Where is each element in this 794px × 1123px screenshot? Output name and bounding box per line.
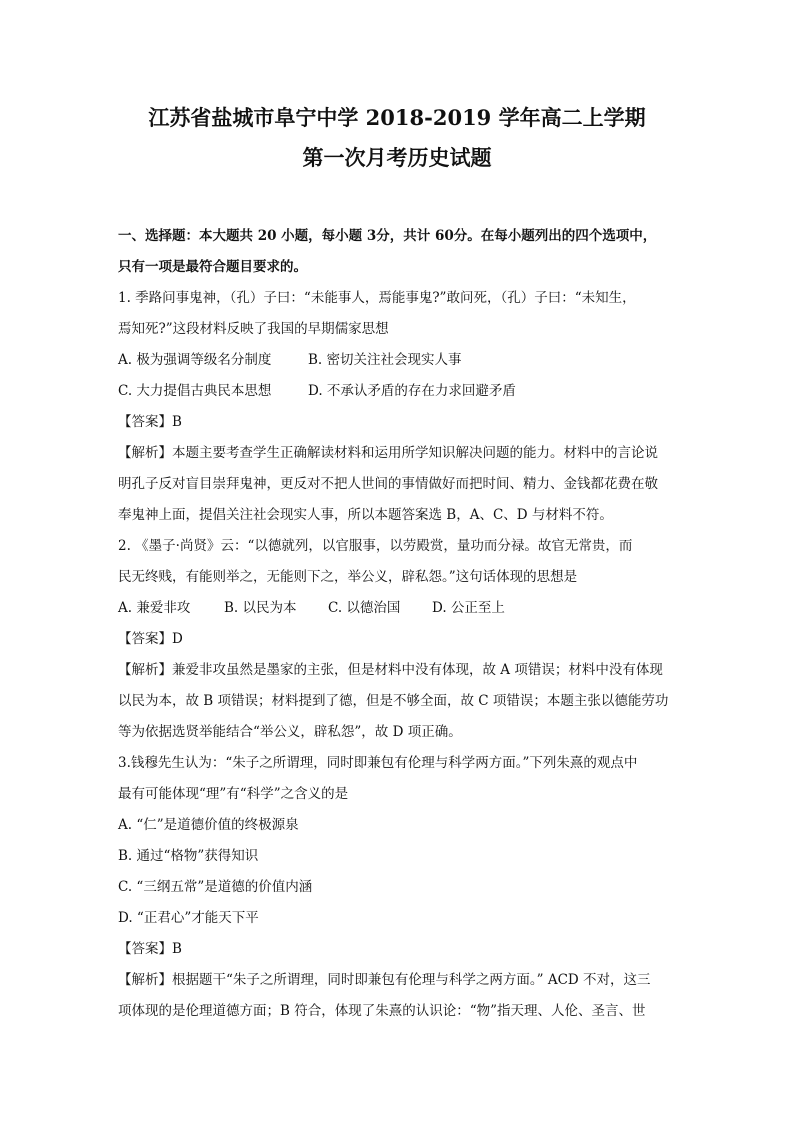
question-1-analysis-line2: 明孔子反对盲目崇拜鬼神，更反对不把人世间的事情做好而把时间、精力、金钱都花费在敬 [118, 476, 658, 492]
question-2-stem-line2: 民无终贱，有能则举之，无能则下之，举公义，辟私怨。”这句话体现的思想是 [118, 569, 578, 585]
question-1-answer: 【答案】B [118, 414, 182, 430]
question-3-option-c: C. “三纲五常”是道德的价值内涵 [118, 879, 313, 895]
question-3-option-b: B. 通过“格物”获得知识 [118, 848, 259, 864]
question-2-analysis-line1: 【解析】兼爱非攻虽然是墨家的主张，但是材料中没有体现，故 A 项错误；材料中没有体现 [118, 662, 663, 678]
question-3-stem-line1: 3.钱穆先生认为：“朱子之所谓理，同时即兼包有伦理与科学两方面。”下列朱熹的观点中 [118, 755, 638, 771]
question-3-analysis-line2: 项体现的是伦理道德方面；B 符合，体现了朱熹的认识论：“物”指天理、人伦、圣言、世 [118, 1003, 646, 1019]
question-2-option-d: D. 公正至上 [432, 600, 505, 616]
question-1-option-d: D. 不承认矛盾的存在力求回避矛盾 [308, 383, 516, 399]
question-1-option-c: C. 大力提倡古典民本思想 [118, 383, 272, 399]
question-3-option-a: A. “仁”是道德价值的终极源泉 [118, 817, 299, 833]
section-heading-line1: 一、选择题：本大题共 20 小题，每小题 3分，共计 60分。在每小题列出的四个选项中， [118, 228, 657, 244]
question-3-answer: 【答案】B [118, 941, 182, 957]
question-1-analysis-line1: 【解析】本题主要考查学生正确解读材料和运用所学知识解决问题的能力。材料中的言论说 [118, 445, 658, 461]
exam-title-line1: 江苏省盐城市阜宁中学 2018-2019 学年高二上学期 [148, 105, 646, 130]
question-2-options [118, 598, 678, 618]
question-2-stem-line1: 2. 《墨子·尚贤》云：“以德就列，以官服事，以劳殿赏，量功而分禄。故官无常贵，而 [118, 538, 633, 554]
question-2-analysis-line3: 等为依据选贤举能结合“举公义，辟私怨”，故 D 项正确。 [118, 724, 462, 740]
question-2-option-b: B. 以民为本 [224, 600, 297, 616]
question-1-option-a: A. 极为强调等级名分制度 [118, 352, 272, 368]
question-2-option-a: A. 兼爱非攻 [118, 600, 191, 616]
question-3-analysis-line1: 【解析】根据题干“朱子之所谓理，同时即兼包有伦理与科学之两方面。” ACD 不对，这三 [118, 972, 651, 988]
question-2-answer: 【答案】D [118, 631, 183, 647]
question-3-option-d: D. “正君心”才能天下平 [118, 910, 259, 926]
question-1-stem-line2: 焉知死?”这段材料反映了我国的早期儒家思想 [118, 321, 389, 337]
question-1-options-cd [118, 381, 678, 401]
question-1-stem-line1: 1. 季路问事鬼神，（孔）子曰：“未能事人，焉能事鬼?”敢问死，（孔）子曰：“未知生， [118, 290, 636, 306]
exam-title-line2: 第一次月考历史试题 [302, 145, 492, 170]
question-2-analysis-line2: 以民为本，故 B 项错误；材料提到了德，但是不够全面，故 C 项错误；本题主张以德能劳功 [118, 693, 669, 709]
question-2-option-c: C. 以德治国 [328, 600, 401, 616]
question-1-analysis-line3: 奉鬼神上面，提倡关注社会现实人事，所以本题答案选 B，A、C、D 与材料不符。 [118, 507, 613, 523]
section-heading-line2: 只有一项是最符合题目要求的。 [118, 259, 307, 275]
question-1-option-b: B. 密切关注社会现实人事 [308, 352, 462, 368]
question-1-options-ab [118, 350, 678, 370]
question-3-stem-line2: 最有可能体现“理”有“科学”之含义的是 [118, 786, 349, 802]
